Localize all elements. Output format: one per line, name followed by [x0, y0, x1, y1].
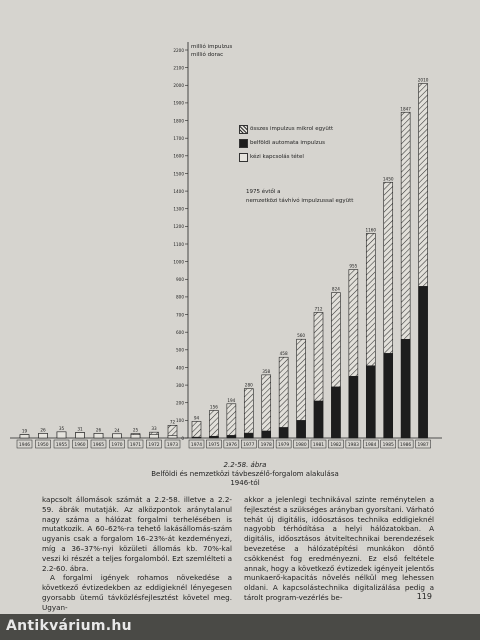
bar-total	[227, 404, 236, 438]
y-tick-label: 1200	[173, 224, 184, 230]
x-tick-label: 1973	[166, 443, 179, 448]
x-tick-label: 1979	[278, 443, 290, 448]
y-tick-label: 300	[176, 382, 184, 388]
bar-total	[244, 389, 253, 438]
x-tick-label: 1987	[417, 443, 429, 448]
bar-total-label: 1847	[400, 106, 411, 112]
bar-total-label: 712	[314, 306, 323, 312]
bar-total-label: 19	[21, 428, 28, 434]
y-tick-label: 1700	[173, 135, 184, 141]
paragraph: akkor a jelenlegi technikával szinte reménytelen a fejlesztést a szükséges arányban gyorsítani. Várható tehát új digitális, időosztásos technika eddigieknél nagyobb térhódítása a helyi hálózatokban. A digitális, időosztásos átviteltechnikai berendezések bevezetése a hálózatépítési munkákon döntő csökkenést fog eredményezni. Ez első feltétele annak, hogy a következő évtizedek igényeit jelentős munkaerő-kapacitás növelés nélkül meg lehessen oldani. A kapcsolástechnika digitalizálása pedig a tárolt program-vezérlés be-	[244, 495, 434, 602]
bar-total	[192, 421, 201, 438]
bar-total-label: 458	[279, 351, 288, 357]
y-tick-label: 1900	[173, 100, 184, 106]
bar-total	[209, 410, 218, 438]
bar-manual	[39, 433, 48, 438]
bar-total-label: 2010	[417, 77, 429, 83]
x-tick-label: 1978	[260, 443, 272, 448]
y-tick-label: 800	[176, 294, 184, 300]
x-tick-label: 1981	[312, 443, 325, 448]
bar-total-label: 560	[297, 333, 306, 339]
bar-manual	[76, 433, 85, 438]
bar-total-label: 24	[114, 427, 120, 433]
y-tick-label: 0	[181, 435, 184, 441]
x-tick-label: 1971	[129, 443, 142, 448]
bar-manual	[20, 435, 29, 438]
bar-domestic	[401, 339, 410, 438]
bar-domestic	[209, 436, 218, 438]
bar-manual	[113, 434, 122, 438]
y-tick-label: 600	[176, 329, 184, 335]
bar-manual	[94, 433, 103, 438]
y-tick-label: 900	[176, 277, 184, 283]
bar-total-label: 194	[227, 397, 236, 403]
bar-domestic	[419, 286, 428, 438]
y-tick-label: 1500	[173, 171, 184, 177]
y-tick-label: 1400	[173, 188, 184, 194]
x-tick-label: 1972	[148, 443, 160, 448]
bar-domestic	[244, 433, 253, 438]
bar-manual	[168, 436, 177, 438]
x-tick-label: 1955	[55, 443, 68, 448]
bar-total-label: 94	[193, 415, 200, 421]
bar-total	[262, 375, 271, 438]
bar-total-label: 1450	[382, 176, 394, 182]
bar-total-label: 358	[262, 368, 271, 374]
x-tick-label: 1982	[330, 443, 342, 448]
y-tick-label: 500	[176, 347, 184, 353]
y-tick-label: 400	[176, 365, 184, 371]
x-tick-label: 1960	[74, 443, 86, 448]
bar-chart	[0, 30, 480, 450]
bar-manual	[131, 434, 140, 438]
legend-swatch-light	[239, 153, 248, 162]
bar-total-label: 156	[209, 404, 218, 410]
x-tick-label: 1974	[190, 443, 203, 448]
y-axis-label: millió dorac	[191, 52, 224, 58]
bar-domestic	[192, 437, 201, 438]
x-tick-label: 1986	[400, 443, 412, 448]
x-tick-label: 1985	[382, 443, 394, 448]
bar-domestic	[331, 387, 340, 438]
bar-total-label: 824	[331, 286, 340, 292]
legend-swatch-hatched	[239, 125, 248, 134]
bar-domestic	[262, 431, 271, 438]
bar-domestic	[384, 353, 393, 438]
x-tick-label: 1975	[208, 443, 220, 448]
legend-label-domestic: belföldi automata impulzus	[250, 140, 326, 146]
x-tick-label: 1983	[347, 443, 359, 448]
x-tick-label: 1976	[225, 443, 237, 448]
page-number: 119	[416, 592, 432, 601]
x-tick-label: 1984	[365, 443, 377, 448]
y-tick-label: 1800	[173, 118, 184, 124]
y-tick-label: 1300	[173, 206, 184, 212]
x-tick-label: 1950	[37, 443, 49, 448]
x-tick-label: 1946	[18, 443, 31, 448]
y-tick-label: 1600	[173, 153, 184, 159]
figure-caption-line2: 1946-tól	[230, 479, 260, 487]
text-column-left	[42, 495, 232, 613]
legend-swatch-dark	[239, 139, 248, 148]
figure-caption-line1: Belföldi és nemzetközi távbeszélő-forgalom alakulása	[151, 470, 339, 478]
y-tick-label: 200	[176, 400, 184, 406]
bar-domestic	[279, 427, 288, 438]
y-tick-label: 100	[176, 418, 184, 424]
x-tick-label: 1977	[243, 443, 255, 448]
bar-total-label: 25	[132, 427, 139, 433]
legend-note: 1975 évtől a nemzetközi távhívó impulzussal együtt	[246, 189, 354, 204]
y-tick-label: 2200	[173, 47, 184, 53]
x-tick-label: 1970	[111, 443, 123, 448]
y-tick-label: 700	[176, 312, 184, 318]
bar-total	[279, 357, 288, 438]
x-tick-label: 1965	[92, 443, 105, 448]
bar-total-label: 1160	[365, 227, 377, 233]
y-tick-label: 1000	[173, 259, 184, 265]
y-axis-label: millió impulzus	[191, 44, 233, 50]
bar-manual	[57, 432, 66, 438]
watermark-text: Antikvárium.hu	[6, 618, 132, 634]
legend-label-total: összes impulzus mikrol együtt	[250, 126, 334, 132]
y-tick-label: 1100	[173, 241, 184, 247]
figure-number: 2.2-58. ábra	[223, 461, 267, 469]
bar-domestic	[227, 435, 236, 438]
bar-total-label: 35	[58, 425, 65, 431]
y-tick-label: 2000	[173, 83, 184, 89]
bar-domestic	[314, 401, 323, 438]
bar-total-label: 33	[151, 426, 157, 432]
bar-total-label: 72	[169, 419, 176, 425]
bar-total-label: 26	[95, 427, 102, 433]
legend-label-manual: kézi kapcsolás tétel	[250, 154, 304, 160]
watermark-bar	[0, 614, 480, 640]
bar-domestic	[366, 366, 375, 438]
bar-manual	[150, 434, 159, 438]
bar-total-label: 955	[349, 263, 358, 269]
bar-domestic	[297, 420, 306, 438]
paragraph: A forgalmi igények rohamos növekedése a következő évtizedekben az eddigieknél lényegesen gyorsabb ütemű távközlésfejlesztést követel meg. Ugyan-	[42, 573, 232, 612]
text-column-right	[244, 495, 434, 603]
bar-total-label: 31	[77, 426, 83, 432]
bar-total-label: 26	[40, 427, 46, 433]
x-tick-label: 1980	[295, 443, 307, 448]
bar-total-label: 280	[244, 382, 253, 388]
paragraph: kapcsolt állomások számát a 2.2-58. illetve a 2.2-59. ábrák mutatják. Az alközpontok aránytalanul nagy száma a hálózat forgalmi terhelésében is mutatkozik. A 60–62%-ra tehető lakásállomás-szám ugyanis csak a forgalom 16–23%-át kezdeményezi, míg a 36–37%-nyi közületi állomás kb. 70%-kal veszi ki részét a teljes forgalomból. Ezt szemlélteti a 2.2-60. ábra.	[42, 495, 232, 573]
y-tick-label: 2100	[173, 65, 184, 71]
bar-domestic	[349, 376, 358, 438]
